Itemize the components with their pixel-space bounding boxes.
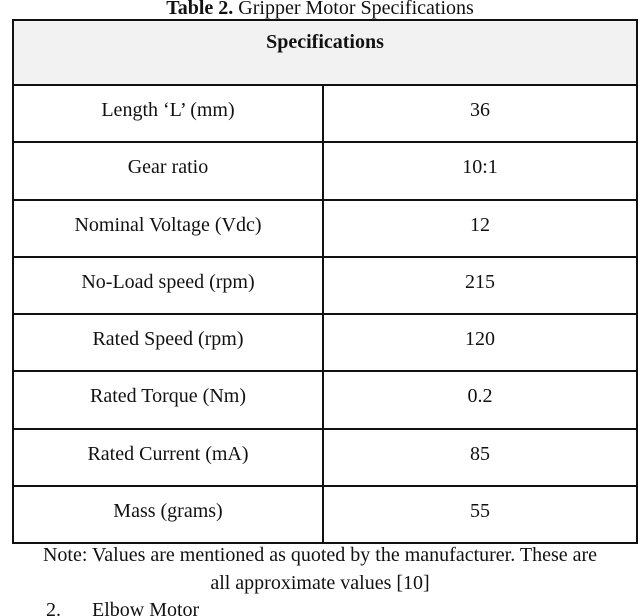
value-cell: 12 — [323, 200, 637, 257]
table-note-line: Note: Values are mentioned as quoted by the manufacturer. These are — [42, 544, 598, 566]
parameter-cell: Rated Current (mA) — [13, 429, 323, 486]
table-row — [13, 200, 637, 257]
value-cell: 215 — [323, 257, 637, 314]
section-heading — [46, 598, 199, 616]
value-cell: 120 — [323, 314, 637, 371]
value-cell: 10:1 — [323, 142, 637, 199]
table-note — [0, 541, 640, 597]
table-note-line: all approximate values [10] — [210, 572, 430, 594]
specifications-table — [12, 19, 638, 544]
table-row — [13, 257, 637, 314]
table-row — [13, 371, 637, 428]
parameter-cell: Mass (grams) — [13, 486, 323, 543]
value-cell: 0.2 — [323, 371, 637, 428]
parameter-cell: Rated Speed (rpm) — [13, 314, 323, 371]
table-row — [13, 314, 637, 371]
table-row — [13, 429, 637, 486]
parameter-cell: Nominal Voltage (Vdc) — [13, 200, 323, 257]
table-caption-title: Gripper Motor Specifications — [233, 0, 474, 19]
value-cell: 36 — [323, 85, 637, 142]
table-caption-label: Table 2. — [166, 0, 234, 19]
section-title: Elbow Motor — [92, 599, 200, 616]
parameter-cell: Length ‘L’ (mm) — [13, 85, 323, 142]
table-row — [13, 486, 637, 543]
section-number: 2. — [46, 599, 61, 616]
table-row — [13, 142, 637, 199]
parameter-cell: Rated Torque (Nm) — [13, 371, 323, 428]
value-cell: 85 — [323, 429, 637, 486]
table-header-row — [13, 20, 637, 85]
table-row — [13, 85, 637, 142]
table-caption — [0, 0, 640, 20]
parameter-cell: No-Load speed (rpm) — [13, 257, 323, 314]
table-header: Specifications — [13, 20, 637, 85]
value-cell: 55 — [323, 486, 637, 543]
parameter-cell: Gear ratio — [13, 142, 323, 199]
